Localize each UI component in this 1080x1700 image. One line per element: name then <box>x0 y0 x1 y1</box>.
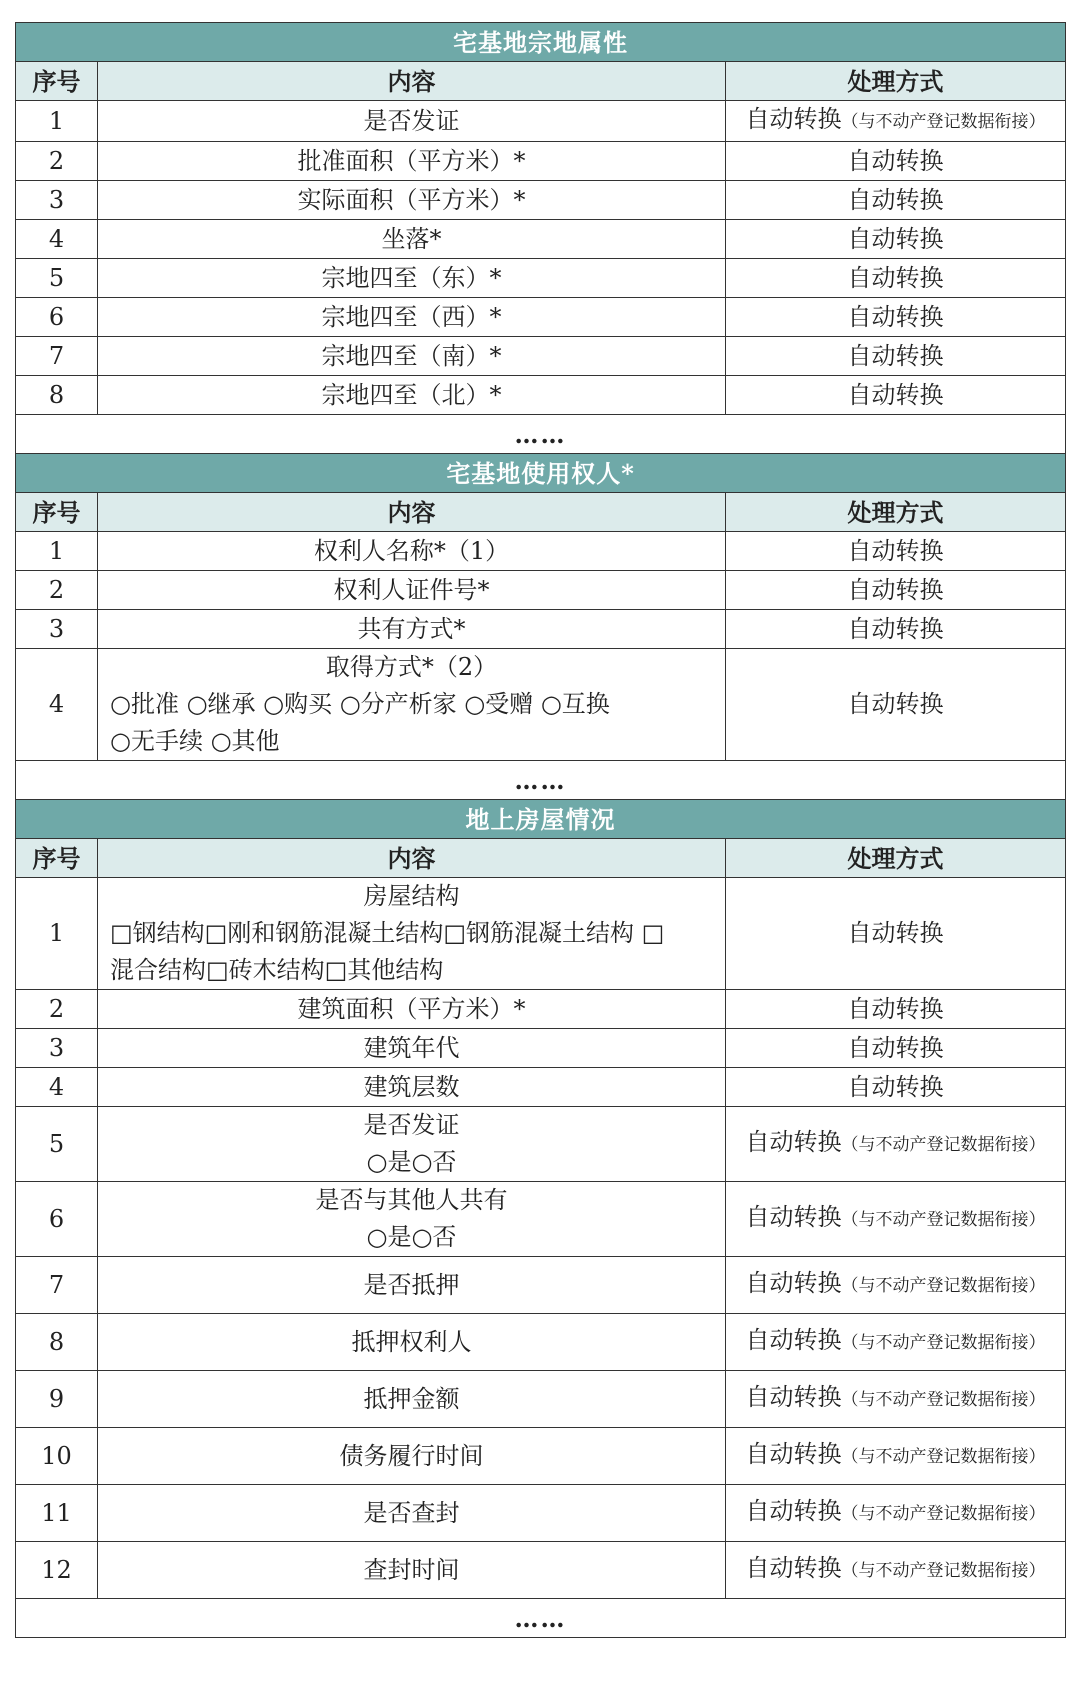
row-no: 3 <box>16 181 98 220</box>
method-text: 自动转换 <box>745 1128 842 1156</box>
acquisition-options: ○批准 ○继承 ○购买 ○分产析家 ○受赠 ○互换 <box>110 690 610 718</box>
method-text: 自动转换 <box>745 1326 842 1354</box>
table-row <box>16 376 1066 415</box>
method-note: （与不动产登记数据衔接） <box>841 1504 1046 1524</box>
acquisition-options-more: ○无手续 ○其他 <box>110 727 280 755</box>
yes-no-options: ○是○否 <box>366 1223 457 1251</box>
col-method-header: 处理方式 <box>726 62 1066 101</box>
method-text: 自动转换 <box>745 105 842 133</box>
row-no: 4 <box>16 1068 98 1107</box>
col-method-header: 处理方式 <box>726 839 1066 878</box>
row-content-label: 是否发证 <box>363 1111 460 1139</box>
table-row <box>16 337 1066 376</box>
table-row <box>16 878 1066 990</box>
table-row <box>16 1542 1066 1599</box>
table-row <box>16 1182 1066 1257</box>
method-note: （与不动产登记数据衔接） <box>841 1210 1046 1230</box>
row-method <box>726 1542 1066 1599</box>
row-no: 9 <box>16 1371 98 1428</box>
row-method: 自动转换 <box>726 649 1066 761</box>
row-content: 是否查封 <box>98 1485 726 1542</box>
row-no: 5 <box>16 259 98 298</box>
structure-options: □钢结构□刚和钢筋混凝土结构□钢筋混凝土结构 □ <box>110 919 665 947</box>
row-content <box>98 649 726 761</box>
row-method: 自动转换 <box>726 532 1066 571</box>
section-header <box>16 800 1066 839</box>
column-header-row <box>16 62 1066 101</box>
col-method-header: 处理方式 <box>726 493 1066 532</box>
row-method: 自动转换 <box>726 298 1066 337</box>
column-header-row <box>16 839 1066 878</box>
row-method: 自动转换 <box>726 181 1066 220</box>
row-content: 宗地四至（北）* <box>98 376 726 415</box>
row-method <box>726 1371 1066 1428</box>
section-header <box>16 454 1066 493</box>
row-content: 债务履行时间 <box>98 1428 726 1485</box>
table-row <box>16 101 1066 142</box>
table-row <box>16 1068 1066 1107</box>
col-no-header: 序号 <box>16 493 98 532</box>
row-method <box>726 1182 1066 1257</box>
row-content: 共有方式* <box>98 610 726 649</box>
row-content: 宗地四至（南）* <box>98 337 726 376</box>
row-method <box>726 101 1066 142</box>
row-method: 自动转换 <box>726 571 1066 610</box>
row-content-label: 房屋结构 <box>363 882 460 910</box>
row-content: 是否发证 <box>98 101 726 142</box>
row-no: 2 <box>16 990 98 1029</box>
table-row <box>16 220 1066 259</box>
row-content: 权利人名称*（1） <box>98 532 726 571</box>
table-row <box>16 1107 1066 1182</box>
row-no: 4 <box>16 649 98 761</box>
row-no: 2 <box>16 142 98 181</box>
table-row <box>16 532 1066 571</box>
row-content: 权利人证件号* <box>98 571 726 610</box>
section-title: 宅基地宗地属性 <box>16 23 1066 62</box>
row-method <box>726 1257 1066 1314</box>
section-header <box>16 23 1066 62</box>
row-method: 自动转换 <box>726 1029 1066 1068</box>
row-no: 1 <box>16 532 98 571</box>
row-no: 3 <box>16 610 98 649</box>
row-method <box>726 1107 1066 1182</box>
table-row <box>16 298 1066 337</box>
table-row <box>16 1428 1066 1485</box>
structure-options-more: 混合结构□砖木结构□其他结构 <box>110 956 444 984</box>
row-method <box>726 1428 1066 1485</box>
ellipsis-row <box>16 1599 1066 1638</box>
row-no: 8 <box>16 1314 98 1371</box>
row-method: 自动转换 <box>726 990 1066 1029</box>
row-content <box>98 1107 726 1182</box>
table-row <box>16 142 1066 181</box>
method-note: （与不动产登记数据衔接） <box>841 1333 1046 1353</box>
row-no: 1 <box>16 101 98 142</box>
row-method: 自动转换 <box>726 337 1066 376</box>
table-row <box>16 571 1066 610</box>
row-content: 批准面积（平方米）* <box>98 142 726 181</box>
table-row <box>16 1257 1066 1314</box>
row-no: 8 <box>16 376 98 415</box>
method-text: 自动转换 <box>745 1383 842 1411</box>
column-header-row <box>16 493 1066 532</box>
row-method: 自动转换 <box>726 878 1066 990</box>
table-row <box>16 1314 1066 1371</box>
method-note: （与不动产登记数据衔接） <box>841 1561 1046 1581</box>
method-text: 自动转换 <box>745 1440 842 1468</box>
row-method: 自动转换 <box>726 376 1066 415</box>
row-no: 12 <box>16 1542 98 1599</box>
table-row <box>16 1371 1066 1428</box>
method-text: 自动转换 <box>745 1269 842 1297</box>
row-no: 5 <box>16 1107 98 1182</box>
method-text: 自动转换 <box>745 1554 842 1582</box>
row-content: 实际面积（平方米）* <box>98 181 726 220</box>
section-title: 地上房屋情况 <box>16 800 1066 839</box>
row-no: 6 <box>16 298 98 337</box>
row-content: 查封时间 <box>98 1542 726 1599</box>
method-note: （与不动产登记数据衔接） <box>841 1447 1046 1467</box>
row-no: 11 <box>16 1485 98 1542</box>
section-title: 宅基地使用权人* <box>16 454 1066 493</box>
col-content-header: 内容 <box>98 839 726 878</box>
row-method <box>726 1485 1066 1542</box>
ellipsis: …… <box>16 415 1066 454</box>
row-no: 10 <box>16 1428 98 1485</box>
table-row <box>16 990 1066 1029</box>
table-row <box>16 1029 1066 1068</box>
row-no: 3 <box>16 1029 98 1068</box>
table-row <box>16 649 1066 761</box>
row-content: 抵押金额 <box>98 1371 726 1428</box>
table-row <box>16 610 1066 649</box>
row-content: 是否抵押 <box>98 1257 726 1314</box>
table-row <box>16 181 1066 220</box>
row-no: 2 <box>16 571 98 610</box>
row-no: 1 <box>16 878 98 990</box>
row-content <box>98 1182 726 1257</box>
row-method: 自动转换 <box>726 142 1066 181</box>
table-row <box>16 1485 1066 1542</box>
data-table <box>15 22 1066 1638</box>
row-no: 7 <box>16 337 98 376</box>
col-no-header: 序号 <box>16 62 98 101</box>
row-content: 建筑层数 <box>98 1068 726 1107</box>
method-note: （与不动产登记数据衔接） <box>841 1390 1046 1410</box>
col-no-header: 序号 <box>16 839 98 878</box>
row-method: 自动转换 <box>726 220 1066 259</box>
row-no: 7 <box>16 1257 98 1314</box>
ellipsis-row <box>16 415 1066 454</box>
row-method <box>726 1314 1066 1371</box>
table-row <box>16 259 1066 298</box>
ellipsis: …… <box>16 761 1066 800</box>
method-text: 自动转换 <box>745 1203 842 1231</box>
row-content: 建筑年代 <box>98 1029 726 1068</box>
row-method: 自动转换 <box>726 259 1066 298</box>
col-content-header: 内容 <box>98 62 726 101</box>
row-no: 6 <box>16 1182 98 1257</box>
ellipsis: …… <box>16 1599 1066 1638</box>
method-note: （与不动产登记数据衔接） <box>841 112 1046 132</box>
yes-no-options: ○是○否 <box>366 1148 457 1176</box>
row-no: 4 <box>16 220 98 259</box>
row-content: 宗地四至（西）* <box>98 298 726 337</box>
method-note: （与不动产登记数据衔接） <box>841 1135 1046 1155</box>
row-content: 坐落* <box>98 220 726 259</box>
method-note: （与不动产登记数据衔接） <box>841 1276 1046 1296</box>
row-method: 自动转换 <box>726 610 1066 649</box>
ellipsis-row <box>16 761 1066 800</box>
row-content: 建筑面积（平方米）* <box>98 990 726 1029</box>
row-content: 宗地四至（东）* <box>98 259 726 298</box>
col-content-header: 内容 <box>98 493 726 532</box>
method-text: 自动转换 <box>745 1497 842 1525</box>
row-content-label: 是否与其他人共有 <box>315 1186 508 1214</box>
row-content: 抵押权利人 <box>98 1314 726 1371</box>
row-method: 自动转换 <box>726 1068 1066 1107</box>
row-content-label: 取得方式*（2） <box>325 653 498 681</box>
row-content <box>98 878 726 990</box>
